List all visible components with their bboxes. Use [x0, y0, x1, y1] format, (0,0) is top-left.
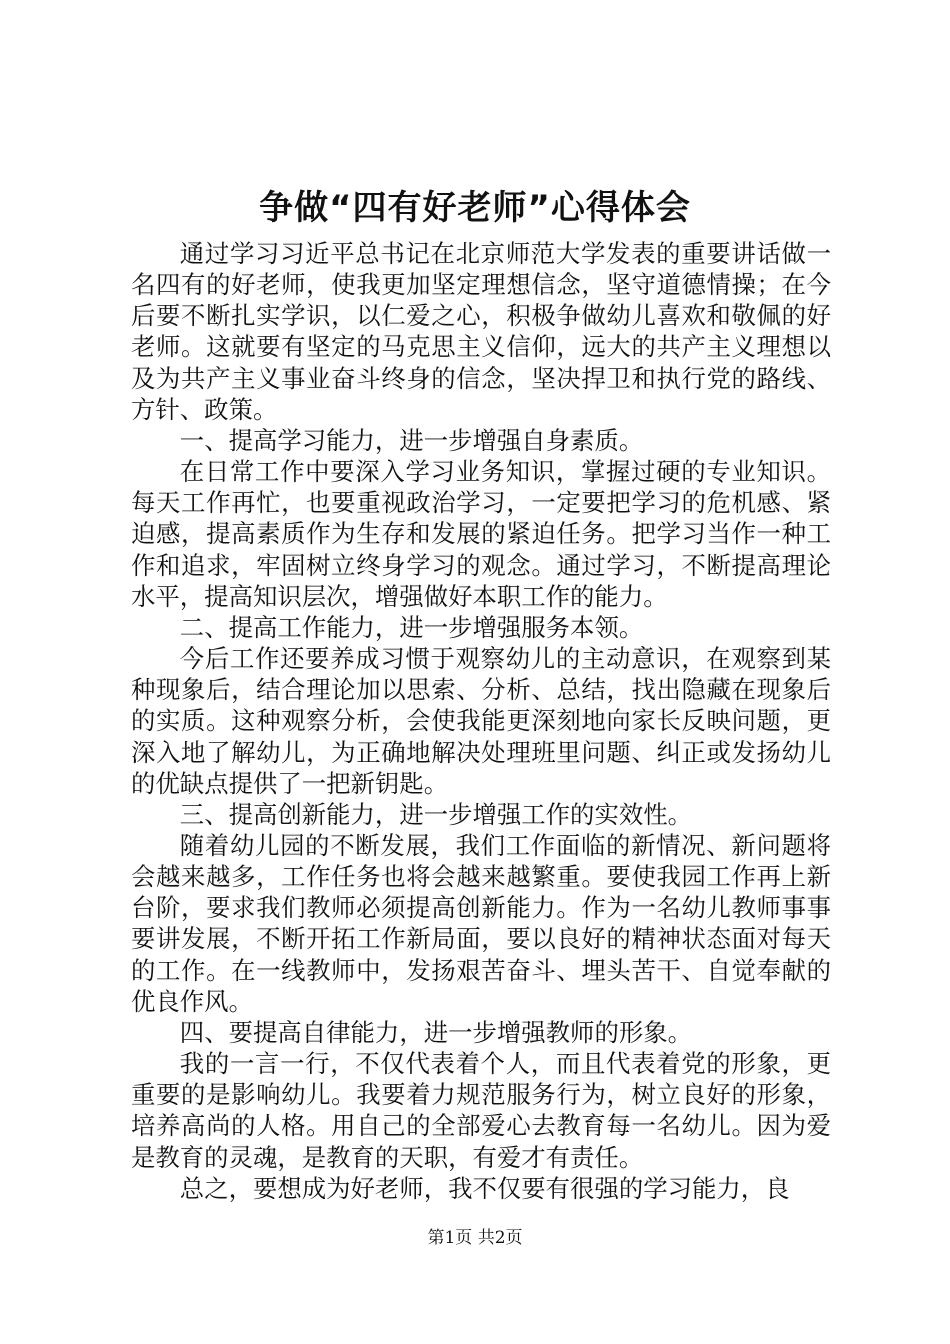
paragraph-4: 我的一言一行，不仅代表着个人，而且代表着党的形象，更重要的是影响幼儿。我要着力规范服务行为，树立良好的形象，培养高尚的人格。用自己的全部爱心去教育每一名幼儿。因为爱是教育的灵魂，是教育的天职，有爱才有责任。 [131, 1049, 831, 1172]
document-title: 争做“四有好老师”心得体会 [259, 188, 691, 228]
heading-4: 四、要提高自律能力，进一步增强教师的形象。 [179, 1017, 693, 1047]
heading-1: 一、提高学习能力，进一步增强自身素质。 [179, 425, 644, 455]
document-body [131, 238, 831, 1204]
paragraph-intro: 通过学习习近平总书记在北京师范大学发表的重要讲话做一名四有的好老师，使我更加坚定理想信念，坚守道德情操；在今后要不断扎实学识，以仁爱之心，积极争做幼儿喜欢和敬佩的好老师。这就要有坚定的马克思主义信仰，远大的共产主义理想以及为共产主义事业奋斗终身的信念，坚决捍卫和执行党的路线、方针、政策。 [131, 239, 831, 424]
paragraph-1: 在日常工作中要深入学习业务知识，掌握过硬的专业知识。每天工作再忙，也要重视政治学习，一定要把学习的危机感、紧迫感，提高素质作为生存和发展的紧迫任务。把学习当作一种工作和追求，牢固树立终身学习的观念。通过学习，不断提高理论水平，提高知识层次，增强做好本职工作的能力。 [131, 457, 831, 611]
paragraph-3: 随着幼儿园的不断发展，我们工作面临的新情况、新问题将会越来越多，工作任务也将会越来越繁重。要使我园工作再上新台阶，要求我们教师必须提高创新能力。作为一名幼儿教师事事要讲发展，不断开拓工作新局面，要以良好的精神状态面对每天的工作。在一线教师中，发扬艰苦奋斗、埋头苦干、自觉奉献的优良作风。 [131, 830, 831, 1016]
heading-2: 二、提高工作能力，进一步增强服务本领。 [179, 612, 644, 642]
paragraph-conclusion: 总之，要想成为好老师，我不仅要有很强的学习能力，良 [179, 1173, 790, 1203]
page-number: 第1页 共2页 [427, 1228, 523, 1248]
heading-3: 三、提高创新能力，进一步增强工作的实效性。 [179, 799, 693, 829]
paragraph-2: 今后工作还要养成习惯于观察幼儿的主动意识，在观察到某种现象后，结合理论加以思索、分析、总结，找出隐藏在现象后的实质。这种观察分析，会使我能更深刻地向家长反映问题，更深入地了解幼儿，为正确地解决处理班里问题、纠正或发扬幼儿的优缺点提供了一把新钥匙。 [131, 644, 831, 798]
